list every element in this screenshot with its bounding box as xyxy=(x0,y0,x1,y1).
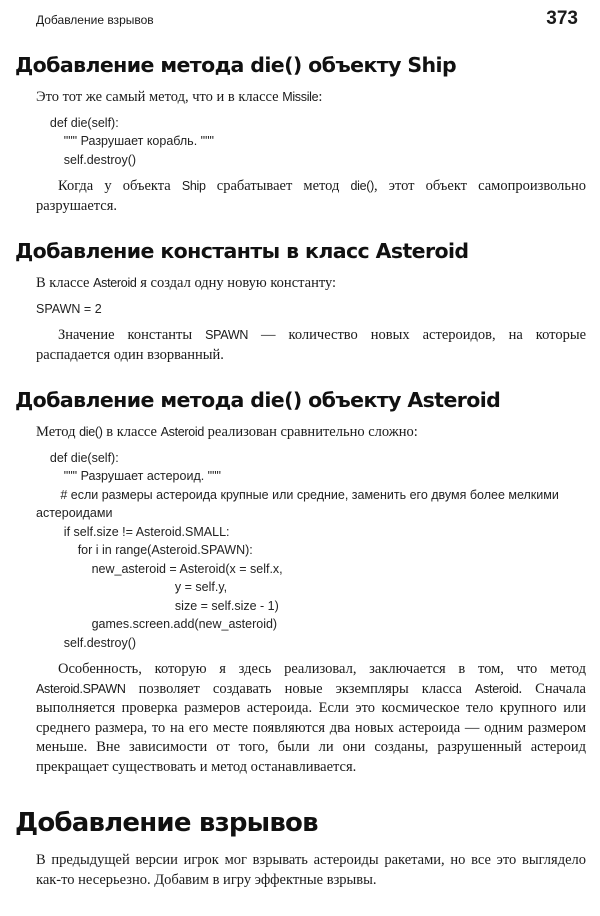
inline-code: die() xyxy=(350,179,374,193)
inline-code: Asteroid xyxy=(475,681,519,696)
paragraph xyxy=(36,88,586,108)
code-line: # если размеры астероида крупные или средние, заменить его двумя более мелкими xyxy=(36,487,559,502)
text: срабатывает метод xyxy=(205,178,351,194)
section-heading-asteroid-die: Добавление метода die() объекту Asteroid xyxy=(15,388,501,412)
text: Когда у объекта xyxy=(58,178,182,194)
page-number: 373 xyxy=(546,8,578,29)
paragraph xyxy=(36,423,586,443)
text: . Сначала выполняется проверка размеров астероида. Если это космическое тело крупного или среднего размера, то на его месте появляются два новых астероида — одним размером меньше. Вне зависимости от того, были ли они созданы, разрушенный астероид прекращает существовать и метод останавливается. xyxy=(36,680,586,775)
code-line: self.destroy() xyxy=(36,152,137,167)
code-block xyxy=(36,300,586,319)
paragraph xyxy=(36,660,586,777)
paragraph xyxy=(36,326,586,365)
paragraph: В предыдущей версии игрок мог взрывать астероиды ракетами, но все это выглядело как-то несерьезно. Добавим в игру эффектные взрывы. xyxy=(36,852,586,888)
code-line: """ Разрушает корабль. """ xyxy=(36,134,214,148)
code-line: """ Разрушает астероид. """ xyxy=(36,469,221,483)
text: реализован сравнительно сложно: xyxy=(204,424,418,440)
text: : xyxy=(318,89,323,105)
section-heading-asteroid-constant: Добавление константы в класс Asteroid xyxy=(15,239,469,263)
text: я создал одну новую константу: xyxy=(136,275,337,291)
inline-code: Asteroid xyxy=(93,276,137,290)
code-line: if self.size != Asteroid.SMALL: xyxy=(36,524,230,539)
code-line: new_asteroid = Asteroid(x = self.x, xyxy=(36,561,283,576)
code-line: def die(self): xyxy=(36,450,119,465)
code-line: size = self.size - 1) xyxy=(36,598,279,613)
text: Значение константы xyxy=(58,327,206,343)
text: Метод xyxy=(36,424,80,440)
running-header: Добавление взрывов xyxy=(36,13,154,27)
text: позволяет создавать новые экземпляры класса xyxy=(125,680,476,697)
inline-code: Asteroid.SPAWN xyxy=(36,681,126,696)
section-heading-explosions: Добавление взрывов xyxy=(15,808,318,838)
paragraph xyxy=(36,177,586,216)
text: в классе xyxy=(102,424,161,440)
code-block xyxy=(36,449,586,653)
code-line: def die(self): xyxy=(36,115,119,130)
code-block xyxy=(36,114,586,170)
text: Это тот же самый метод, что и в классе xyxy=(36,89,283,105)
paragraph xyxy=(36,274,586,294)
inline-code: Asteroid xyxy=(160,425,205,439)
code-line: астероидами xyxy=(36,506,113,520)
inline-code: SPAWN xyxy=(205,328,249,342)
text: Особенность, которую я здесь реализовал, заключается в том, что метод xyxy=(58,661,586,677)
text: В классе xyxy=(36,275,94,291)
inline-code: Missile xyxy=(282,90,319,104)
section-heading-ship-die: Добавление метода die() объекту Ship xyxy=(15,53,457,77)
text: , этот объект самопроизвольно разрушается. xyxy=(36,178,587,214)
code-line: games.screen.add(new_asteroid) xyxy=(36,617,278,631)
text: — количество новых астероидов, на которые распадается один взорванный. xyxy=(36,327,586,363)
code-line: for i in range(Asteroid.SPAWN): xyxy=(36,543,253,557)
code-line: y = self.y, xyxy=(36,580,228,594)
page-header xyxy=(36,8,578,38)
inline-code: die() xyxy=(79,425,103,439)
inline-code: Ship xyxy=(181,179,206,193)
code-line: self.destroy() xyxy=(36,635,137,650)
code-line: SPAWN = 2 xyxy=(36,301,102,316)
